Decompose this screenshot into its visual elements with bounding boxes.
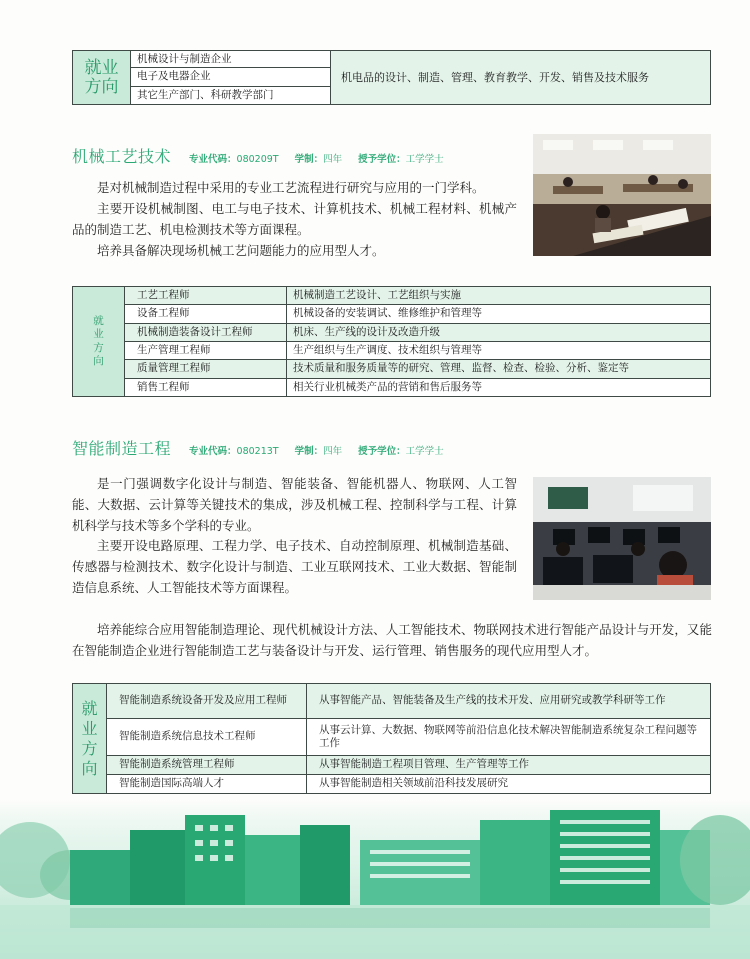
top-career-table (72, 50, 711, 105)
career-title: 智能制造系统设备开发及应用工程师 (107, 684, 307, 719)
section1-duration: 学制：四年 (294, 154, 343, 165)
paragraph: 培养具备解决现场机械工艺问题能力的应用型人才。 (97, 243, 385, 258)
career-description: 机电品的设计、制造、管理、教育教学、开发、销售及技术服务 (331, 51, 711, 105)
section1-code: 专业代码：080209T (189, 154, 279, 165)
section1-title: 机械工艺技术 (72, 147, 172, 166)
career-desc: 技术质量和服务质量等的研究、管理、监督、检查、检验、分析、鉴定等 (287, 360, 711, 378)
section1-description (72, 177, 517, 261)
paragraph: 培养能综合应用智能制造理论、现代机械设计方法、人工智能技术、物联网技术进行智能产品设计与开发，又能在智能制造企业进行智能制造工艺与装备设计与开发、运行管理、销售服务的现代应用型人才。 (72, 622, 712, 658)
career-desc: 从事云计算、大数据、物联网等前沿信息化技术解决智能制造系统复杂工程问题等工作 (307, 719, 711, 756)
career-direction-header: 就 业 方 向 (73, 287, 125, 397)
career-title: 智能制造系统管理工程师 (107, 756, 307, 775)
career-desc: 生产组织与生产调度、技术组织与管理等 (287, 341, 711, 359)
computer-lab-illustration (533, 477, 711, 600)
library-photo-illustration (533, 134, 711, 256)
section2-degree: 授予学位：工学学士 (358, 446, 444, 457)
computer-lab-photo (533, 477, 711, 600)
career-desc: 相关行业机械类产品的营销和售后服务等 (287, 378, 711, 396)
section1-header (72, 144, 460, 167)
campus-buildings-illustration (0, 800, 750, 959)
career-desc: 机床、生产线的设计及改造升级 (287, 323, 711, 341)
paragraph: 主要开设电路原理、工程力学、电子技术、自动控制原理、机械制造基础、传感器与检测技术、数字化设计与制造、工业互联网技术、工业大数据、智能制造信息系统、人工智能技术等方面课程。 (72, 538, 517, 595)
library-photo (533, 134, 711, 256)
section1-career-table (72, 286, 711, 397)
career-title: 机械制造装备设计工程师 (125, 323, 287, 341)
paragraph: 是对机械制造过程中采用的专业工艺流程进行研究与应用的一门学科。 (97, 180, 485, 195)
career-desc: 机械设备的安装调试、维修维护和管理等 (287, 305, 711, 323)
section2-goal (72, 619, 712, 661)
career-row: 其它生产部门、科研教学部门 (131, 86, 331, 104)
career-desc: 从事智能制造相关领域前沿科技发展研究 (307, 775, 711, 794)
section2-code: 专业代码：080213T (189, 446, 279, 457)
section2-duration: 学制：四年 (294, 446, 343, 457)
section2-career-table (72, 683, 711, 794)
career-title: 智能制造系统信息技术工程师 (107, 719, 307, 756)
section2-header (72, 436, 460, 459)
career-title: 销售工程师 (125, 378, 287, 396)
career-title: 质量管理工程师 (125, 360, 287, 378)
career-title: 设备工程师 (125, 305, 287, 323)
career-direction-header: 就 业 方 向 (73, 684, 107, 794)
paragraph: 是一门强调数字化设计与制造、智能装备、智能机器人、物联网、人工智能、大数据、云计算等关键技术的集成，涉及机械工程、控制科学与工程、计算机科学与技术等多个学科的专业。 (72, 476, 517, 533)
section2-title: 智能制造工程 (72, 439, 172, 458)
career-desc: 机械制造工艺设计、工艺组织与实施 (287, 287, 711, 305)
career-desc: 从事智能产品、智能装备及生产线的技术开发、应用研究或教学科研等工作 (307, 684, 711, 719)
career-desc: 从事智能制造工程项目管理、生产管理等工作 (307, 756, 711, 775)
paragraph: 主要开设机械制图、电工与电子技术、计算机技术、机械工程材料、机械产品的制造工艺、机电检测技术等方面课程。 (72, 201, 517, 237)
career-row: 电子及电器企业 (131, 68, 331, 86)
career-direction-header: 就业 方向 (73, 51, 131, 105)
career-title: 智能制造国际高端人才 (107, 775, 307, 794)
section2-description (72, 474, 517, 599)
section1-degree: 授予学位：工学学士 (358, 154, 444, 165)
career-title: 工艺工程师 (125, 287, 287, 305)
career-row: 机械设计与制造企业 (131, 51, 331, 68)
career-title: 生产管理工程师 (125, 341, 287, 359)
